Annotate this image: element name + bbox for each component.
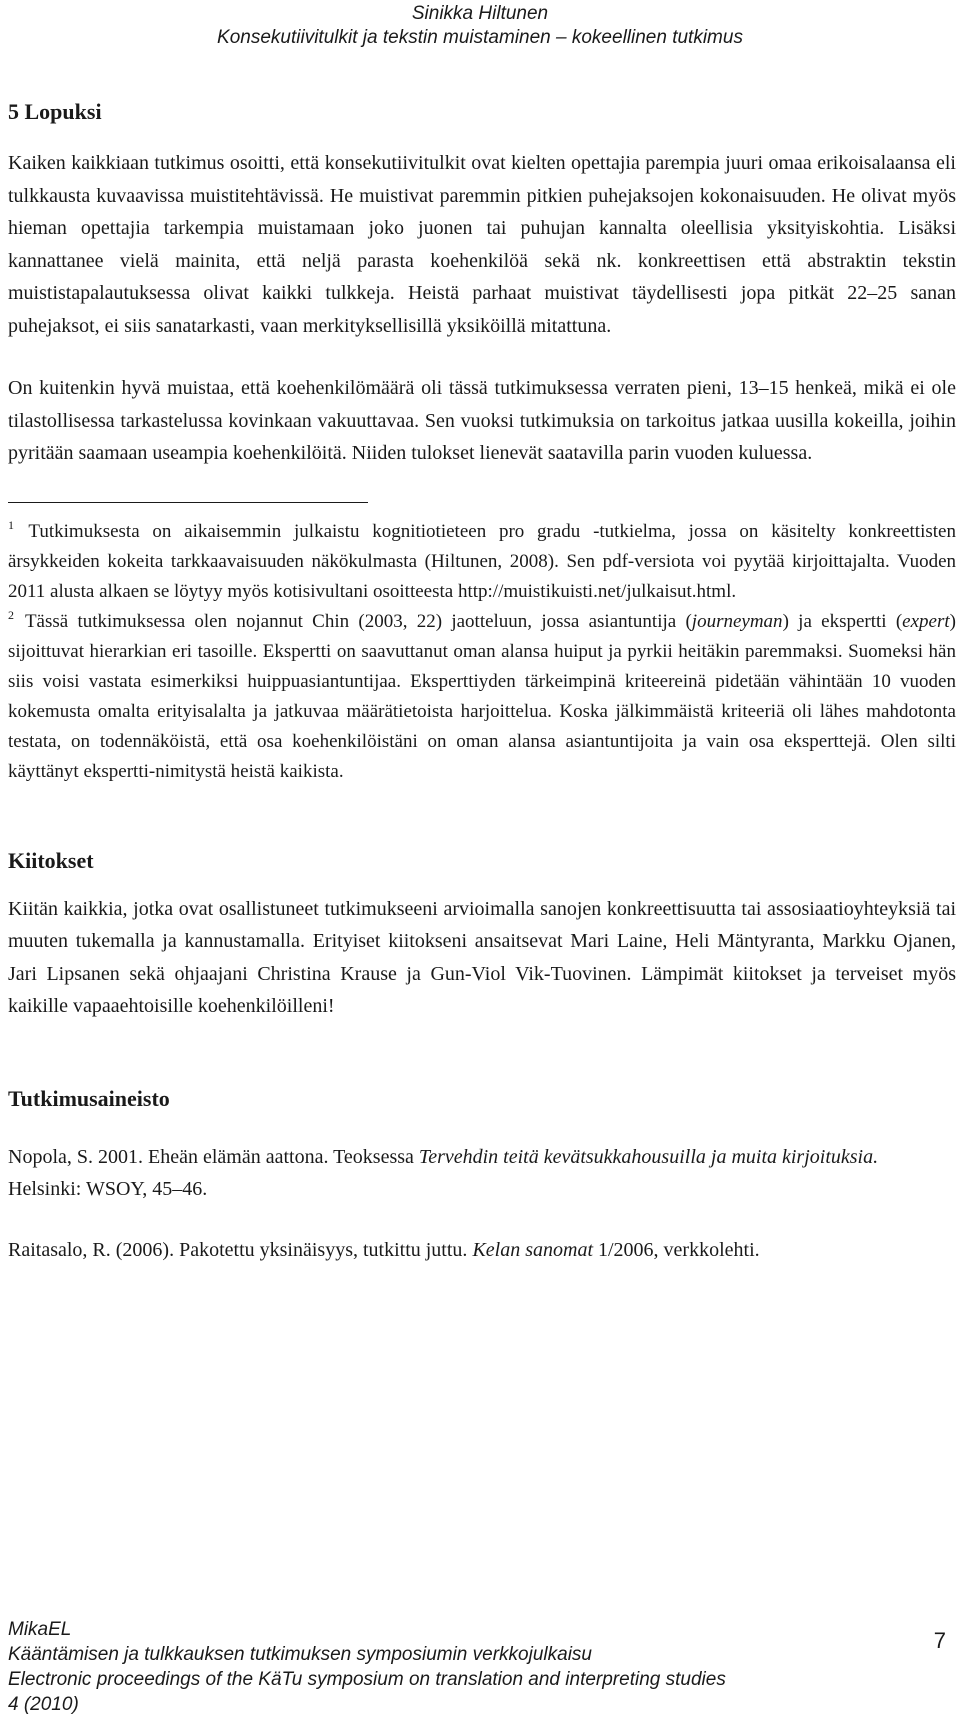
footnote-2-term-expert: expert	[902, 610, 950, 632]
reference-raitasalo	[8, 1234, 956, 1267]
section-heading-lopuksi: 5 Lopuksi	[8, 99, 102, 124]
footnote-separator	[8, 502, 368, 503]
footnote-1	[8, 517, 956, 607]
running-header	[0, 2, 960, 50]
reference-nopola	[8, 1141, 956, 1206]
reference-nopola-a: Nopola, S. 2001. Eheän elämän aattona. Teoksessa	[8, 1145, 419, 1168]
kiitokset-paragraph: Kiitän kaikkia, jotka ovat osallistuneet tutkimukseeni arvioimalla sanojen konkreettisuutta tai assosiaatioyhteyksiä tai muuten tukemalla ja kannustamalla. Erityiset kiitokseni ansaitsevat Mari Laine, Heli Mäntyranta, Markku Ojanen, Jari Lipsanen sekä ohjaajani Christina Krause ja Gun-Viol Vik-Tuovinen. Lämpimät kiitokset ja terveiset myös kaikille vapaaehtoisille koehenkilöilleni!	[8, 897, 956, 1017]
lopuksi-paragraph-2: On kuitenkin hyvä muistaa, että koehenkilömäärä oli tässä tutkimuksessa verraten pieni, 13–15 henkeä, mikä ei ole tilastollisessa tarkastelussa kovinkaan vakuuttavaa. Sen vuoksi tutkimuksia on tarkoitus jatkaa uusilla kokeilla, joihin pyritään saamaan useampia koehenkilöitä. Niiden tulokset lienevät saatavilla parin vuoden kuluessa.	[8, 377, 956, 464]
reference-raitasalo-a: Raitasalo, R. (2006). Pakotettu yksinäisyys, tutkittu juttu.	[8, 1238, 473, 1261]
running-footer	[8, 1617, 726, 1717]
footnote-2-text-c: ) sijoittuvat hierarkian eri tasoille. Ekspertti on saavuttanut oman alansa huiput ja pyrkii heitäkin paremmaksi. Suomeksi hän siis voisi vastata esimerkiksi huippuasiantuntijaa. Eksperttiyden tärkeimpinä kriteereinä pidetään vähintään 10 vuoden kokemusta omalta erityisalalta ja jatkuvaa määrätietoista harjoittelua. Koska jälkimmäistä kriteeriä oli lähes mahdotonta testata, on todennäköistä, että osa koehenkilöistäni on oman alansa asiantuntijoita ja vain osa eksperttejä. Olen silti käyttänyt ekspertti-nimitystä heistä kaikista.	[8, 610, 956, 782]
reference-nopola-title: Tervehdin teitä kevätsukkahousuilla ja muita kirjoituksia.	[418, 1145, 879, 1168]
section-heading-kiitokset: Kiitokset	[8, 847, 94, 873]
footer-journal: MikaEL	[8, 1619, 72, 1640]
lopuksi-paragraph-1: Kaiken kaikkiaan tutkimus osoitti, että konsekutiivitulkit ovat kielten opettajia parempia juuri omaa erikoisalaansa eli tulkkausta kuvaavissa muistitehtävissä. He muistivat paremmin pitkien puhejaksojen kokonaisuuden. He olivat myös hieman opettajia tarkempia muistamaan joko juonen tai puhujan kannalta oleellisia yksityiskohtia. Lisäksi kannattanee vielä mainita, että neljä parasta koehenkilöä sekä nk. konkreettisen että abstraktin tekstin muististapalautuksessa olivat kaikki tulkkeja. Heistä parhaat muistivat täydellisesti jopa pitkät 22–25 sanan puhejaksot, ei siis sanatarkasti, vaan merkityksellisillä yksiköillä mitattuna.	[8, 152, 956, 337]
footnote-2-text-b: ) ja ekspertti (	[782, 610, 903, 632]
header-author: Sinikka Hiltunen	[411, 3, 549, 24]
footnote-1-text: Tutkimuksesta on aikaisemmin julkaistu kognitiotieteen pro gradu -tutkielma, jossa on käsitelty konkreettisten ärsykkeiden kokeita tarkkaavaisuuden näkökulmasta (Hiltunen, 2008). Sen pdf-versiota voi pyytää kirjoittajalta. Vuoden 2011 alusta alkaen se löytyy myös kotisivultani osoitteesta http://muistikuisti.net/julkaisut.html.	[8, 520, 956, 602]
footnote-1-mark: 1	[8, 517, 14, 532]
footnote-2-text-a: Tässä tutkimuksessa olen nojannut Chin (2003, 22) jaotteluun, jossa asiantuntija (	[24, 610, 692, 632]
section-heading-tutkimusaineisto: Tutkimusaineisto	[8, 1085, 170, 1111]
page-content	[8, 98, 956, 1266]
header-title: Konsekutiivitulkit ja tekstin muistaminen – kokeellinen tutkimus	[217, 27, 743, 48]
reference-raitasalo-title: Kelan sanomat	[472, 1238, 593, 1261]
page-number: 7	[933, 1628, 946, 1653]
reference-nopola-b: Helsinki: WSOY, 45–46.	[8, 1178, 208, 1200]
footer-issue: 4 (2010)	[8, 1694, 79, 1715]
footnote-2	[8, 607, 956, 787]
footer-line-en: Electronic proceedings of the KäTu symposium on translation and interpreting studies	[8, 1669, 726, 1690]
footer-line-fi: Kääntämisen ja tulkkauksen tutkimuksen symposiumin verkkojulkaisu	[8, 1644, 592, 1665]
footnote-2-mark: 2	[8, 607, 14, 622]
footnote-2-term-journeyman: journeyman	[691, 610, 783, 632]
reference-raitasalo-b: 1/2006, verkkolehti.	[593, 1238, 760, 1261]
